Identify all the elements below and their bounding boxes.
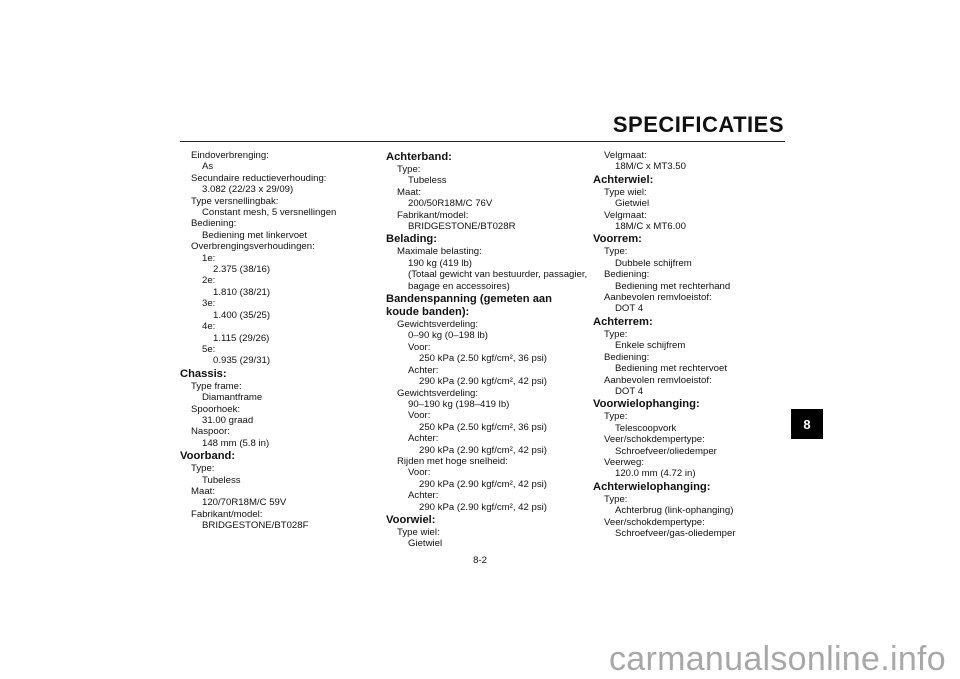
section-heading: Voorwielophanging:: [593, 398, 700, 411]
spec-value: 2e:: [202, 275, 216, 287]
spec-value: Gietwiel: [408, 538, 443, 550]
spec-label: Fabrikant/model:: [191, 508, 263, 520]
spec-value: 31.00 graad: [202, 414, 254, 426]
title-divider: [180, 141, 785, 142]
spec-value: 5e:: [202, 343, 216, 355]
spec-column-1: [180, 150, 365, 532]
section-heading: Achterwiel:: [593, 173, 654, 186]
spec-value: 1e:: [202, 252, 216, 264]
spec-label: Aanbevolen remvloeistof:: [604, 292, 712, 304]
chapter-tab[interactable]: 8: [791, 409, 823, 439]
watermark-text: carmanualsonline.info: [608, 640, 946, 678]
spec-label: Eindoverbrenging:: [191, 150, 269, 161]
spec-value: Bediening met rechtervoet: [615, 363, 727, 375]
spec-value: BRIDGESTONE/BT028F: [202, 520, 309, 532]
spec-label: Rijden met hoge snelheid:: [397, 455, 508, 467]
spec-value: Voor:: [408, 341, 431, 353]
spec-value: 1.810 (38/21): [213, 286, 271, 298]
spec-value: 0.935 (29/31): [213, 355, 271, 367]
section-heading: Achterwielophanging:: [593, 480, 711, 493]
spec-value: 290 kPa (2.90 kgf/cm², 42 psi): [419, 478, 547, 490]
section-heading: Voorwiel:: [386, 513, 436, 526]
spec-label: Velgmaat:: [604, 209, 647, 221]
spec-value: DOT 4: [615, 385, 644, 397]
spec-value: Schroefveer/gas-oliedemper: [615, 527, 736, 539]
spec-label: Type frame:: [191, 380, 242, 392]
spec-column-3: [593, 150, 783, 539]
spec-label: Maat:: [397, 186, 421, 198]
spec-value: Dubbele schijfrem: [615, 257, 692, 269]
spec-value: 4e:: [202, 321, 216, 333]
spec-value: Voor:: [408, 410, 431, 422]
spec-value: 190 kg (419 lb): [408, 257, 472, 269]
spec-label: Veerweg:: [604, 456, 645, 468]
spec-value: 290 kPa (2.90 kgf/cm², 42 psi): [419, 444, 547, 456]
spec-value: 250 kPa (2.50 kgf/cm², 36 psi): [419, 421, 547, 433]
spec-label: Type:: [604, 411, 628, 423]
spec-value: 18M/C x MT3.50: [615, 161, 686, 173]
spec-label: Gewichtsverdeling:: [397, 387, 479, 399]
spec-value: Gietwiel: [615, 198, 650, 210]
spec-value: 290 kPa (2.90 kgf/cm², 42 psi): [419, 501, 547, 513]
spec-value: Enkele schijfrem: [615, 340, 686, 352]
spec-label: Naspoor:: [191, 426, 230, 438]
spec-value: 200/50R18M/C 76V: [408, 198, 493, 210]
spec-value: Tubeless: [202, 474, 241, 486]
spec-value: BRIDGESTONE/BT028R: [408, 221, 516, 233]
section-heading: Achterband:: [386, 151, 452, 163]
spec-value: 290 kPa (2.90 kgf/cm², 42 psi): [419, 376, 547, 388]
spec-value: Bediening met linkervoet: [202, 229, 308, 241]
spec-label: Type versnellingbak:: [191, 195, 279, 207]
spec-value: Achter:: [408, 433, 439, 445]
spec-label: Velgmaat:: [604, 150, 647, 161]
spec-value: Telescoopvork: [615, 422, 677, 434]
spec-value: 1.400 (35/25): [213, 309, 271, 321]
spec-value: Constant mesh, 5 versnellingen: [202, 207, 337, 219]
spec-value: 3e:: [202, 298, 216, 310]
spec-value: 120/70R18M/C 59V: [202, 497, 287, 509]
spec-value: Bediening met rechterhand: [615, 280, 731, 292]
spec-label: Spoorhoek:: [191, 403, 241, 415]
spec-value: Diamantframe: [202, 392, 263, 404]
spec-value: 0–90 kg (0–198 lb): [408, 330, 489, 342]
spec-value: 1.115 (29/26): [213, 332, 270, 344]
spec-label: Type wiel:: [397, 526, 440, 538]
spec-label: Type wiel:: [604, 186, 647, 198]
spec-value: Achterbrug (link-ophanging): [615, 505, 734, 517]
section-heading: Belading:: [386, 233, 437, 246]
spec-value: bagage en accessoires): [408, 280, 510, 292]
section-heading: Chassis:: [180, 367, 227, 380]
spec-value: 2.375 (38/16): [213, 264, 271, 276]
spec-label: Aanbevolen remvloeistof:: [604, 374, 712, 386]
spec-value: As: [202, 161, 214, 173]
spec-value: 90–190 kg (198–419 lb): [408, 398, 510, 410]
spec-label: Bediening:: [604, 351, 650, 363]
spec-label: Type:: [604, 328, 628, 340]
spec-value: 250 kPa (2.50 kgf/cm², 36 psi): [419, 353, 547, 365]
spec-value: (Totaal gewicht van bestuurder, passagier,: [408, 269, 588, 281]
spec-label: Maximale belasting:: [397, 246, 482, 258]
spec-value: Achter:: [408, 364, 439, 376]
spec-value: Voor:: [408, 467, 431, 479]
section-heading: Voorrem:: [593, 233, 642, 246]
section-heading: Voorband:: [180, 450, 236, 463]
spec-value: Achter:: [408, 490, 439, 502]
section-heading: Achterrem:: [593, 315, 653, 328]
spec-label: Secundaire reductieverhouding:: [191, 172, 327, 184]
spec-label: Overbrengingsverhoudingen:: [191, 241, 315, 253]
spec-value: Schroefveer/oliedemper: [615, 445, 717, 457]
spec-label: Bediening:: [604, 269, 650, 281]
spec-value: Tubeless: [408, 175, 447, 187]
spec-label: Type:: [604, 493, 628, 505]
spec-label: Bediening:: [191, 218, 237, 230]
page-title: SPECIFICATIES: [612, 112, 784, 137]
spec-label: Type:: [191, 463, 215, 475]
section-heading: Bandenspanning (gemeten aan koude banden):: [386, 293, 552, 319]
spec-label: Maat:: [191, 485, 215, 497]
spec-label: Veer/schokdempertype:: [604, 434, 705, 446]
spec-column-2: [386, 150, 588, 550]
spec-label: Veer/schokdempertype:: [604, 516, 705, 528]
spec-value: 120.0 mm (4.72 in): [615, 468, 696, 480]
spec-label: Type:: [604, 246, 628, 258]
spec-label: Gewichtsverdeling:: [397, 319, 479, 331]
spec-label: Fabrikant/model:: [397, 209, 469, 221]
spec-label: Type:: [397, 164, 421, 175]
spec-value: 148 mm (5.8 in): [202, 437, 270, 449]
spec-value: DOT 4: [615, 303, 644, 315]
spec-value: 3.082 (22/23 x 29/09): [202, 184, 294, 196]
spec-value: 18M/C x MT6.00: [615, 221, 686, 233]
page-number: 8-2: [473, 555, 487, 566]
